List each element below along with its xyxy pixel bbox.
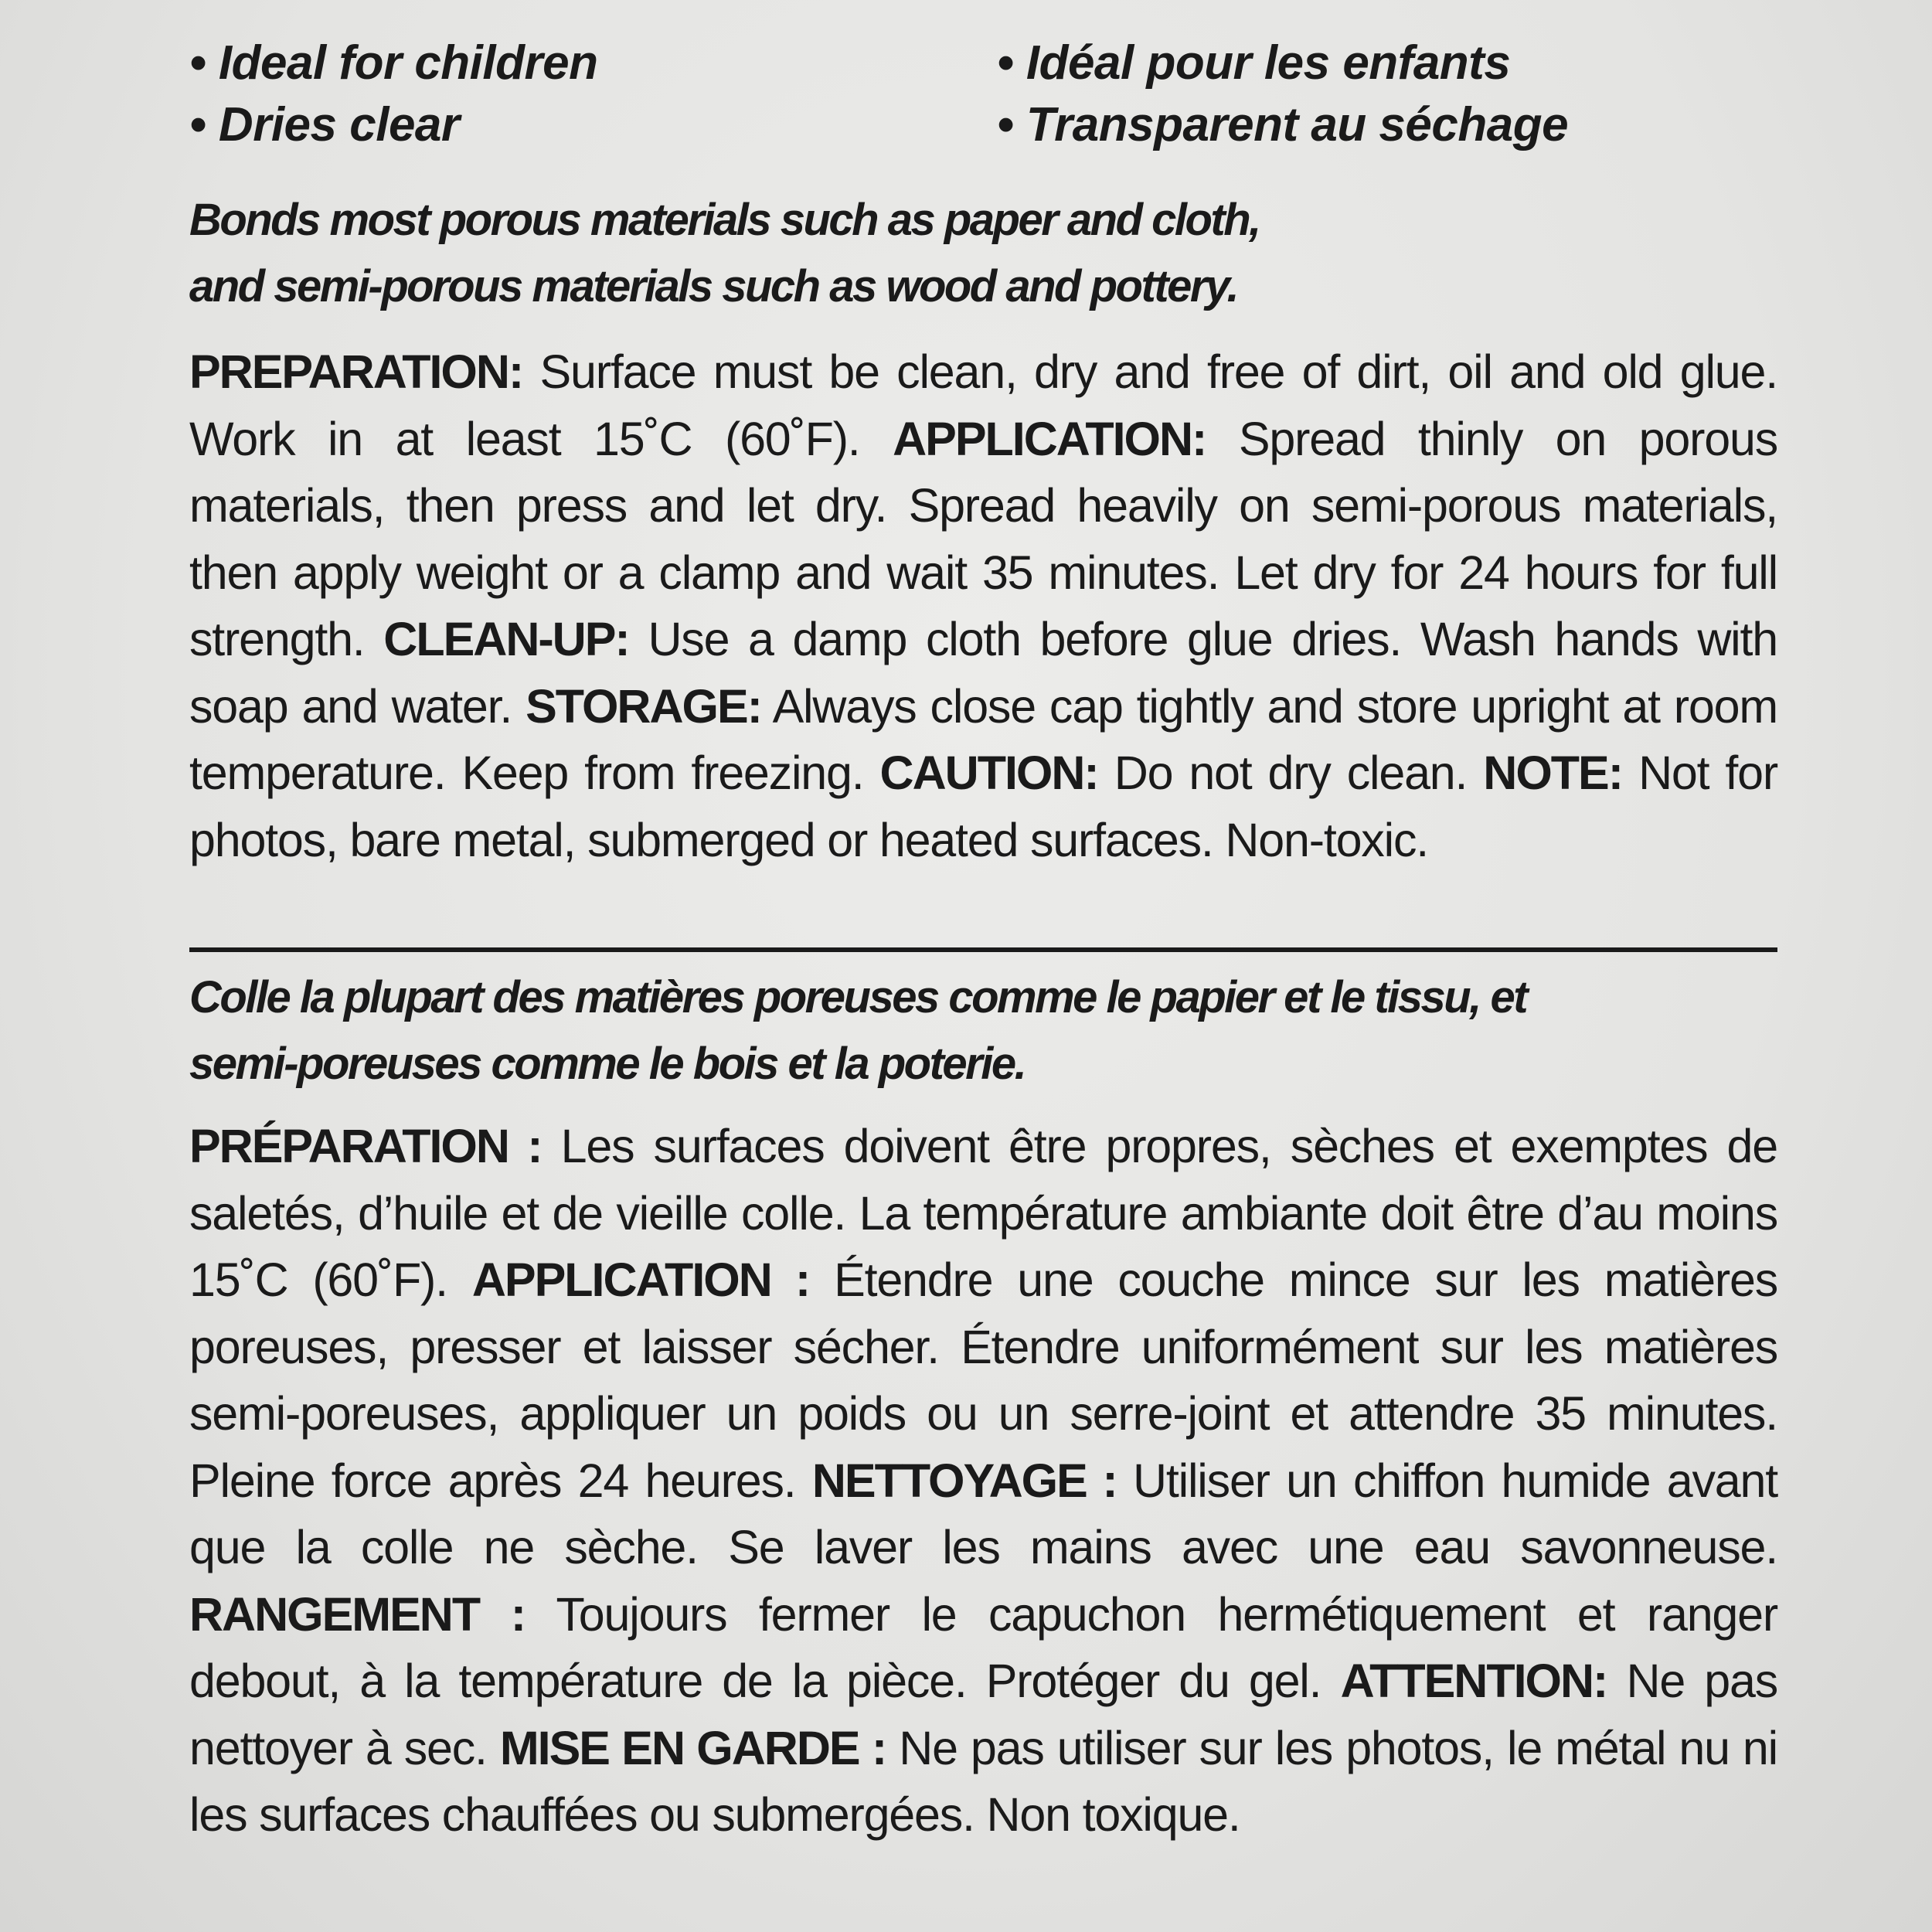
tagline-line: Bonds most porous materials such as paper and cloth, — [189, 195, 1260, 245]
note-label: NOTE: — [1483, 747, 1623, 799]
note-label: MISE EN GARDE : — [499, 1721, 886, 1774]
preparation-text: Les surfaces doivent être propres, sèches et exemptes de saletés, d’huile et de vieille colle. La température ambiante doit être d’au moins 15˚C (60˚F). — [189, 1120, 1777, 1306]
note-text: Ne pas utiliser sur les photos, le métal nu ni les surfaces chauffées ou submergées. Non toxique. — [189, 1721, 1777, 1841]
note-text: Not for photos, bare metal, submerged or heated surfaces. Non-toxic. — [189, 747, 1778, 866]
preparation-text: Surface must be clean, dry and free of dirt, oil and old glue. Work in at least 15˚C (60˚F). — [189, 345, 1777, 465]
application-label: APPLICATION : — [471, 1253, 810, 1306]
preparation-label: PRÉPARATION : — [189, 1120, 542, 1172]
instructions-english — [189, 338, 1777, 873]
preparation-label: PREPARATION: — [189, 345, 523, 398]
cleanup-label: NETTOYAGE : — [811, 1454, 1117, 1507]
bullet-list-french — [997, 32, 1847, 156]
storage-text: Toujours fermer le capuchon hermétiquement et ranger debout, à la température de la pièce. Protéger du gel. — [189, 1587, 1777, 1707]
caution-text: Do not dry clean. — [1097, 747, 1484, 799]
cleanup-label: CLEAN-UP: — [383, 613, 629, 665]
tagline-french — [189, 964, 1781, 1097]
application-label: APPLICATION: — [893, 412, 1206, 465]
tagline-line: Colle la plupart des matières poreuses comme le papier et le tissu, et — [189, 972, 1527, 1022]
cleanup-text: Use a damp cloth before glue dries. Wash hands with soap and water. — [189, 613, 1777, 733]
tagline-line: semi-poreuses comme le bois et la poterie. — [189, 1039, 1026, 1089]
application-text: Étendre une couche mince sur les matières poreuses, presser et laisser sécher. Étendre uniformément sur les matières semi-poreuses, appliquer un poids ou un serre-joint et attendre 35 minutes. Pleine force après 24 heures. — [189, 1253, 1777, 1507]
bullet-dries-clear: • Dries clear — [189, 98, 460, 151]
caution-label: ATTENTION: — [1340, 1655, 1607, 1707]
storage-text: Always close cap tightly and store upright at room temperature. Keep from freezing. — [189, 679, 1777, 799]
caution-label: CAUTION: — [879, 747, 1098, 799]
section-divider — [189, 947, 1777, 952]
tagline-line: and semi-porous materials such as wood and pottery. — [189, 261, 1238, 311]
storage-label: RANGEMENT : — [189, 1587, 526, 1641]
application-text: Spread thinly on porous materials, then press and let dry. Spread heavily on semi-porous materials, then apply weight or a clamp and wait 35 minutes. Let dry for 24 hours for full strength. — [189, 412, 1777, 665]
tagline-english — [189, 187, 1426, 320]
bullet-ideal-pour-les-enfants: • Idéal pour les enfants — [997, 36, 1511, 90]
bullet-transparent-au-sechage: • Transparent au séchage — [997, 98, 1569, 151]
bullet-list-english — [189, 32, 962, 156]
cleanup-text: Utiliser un chiffon humide avant que la colle ne sèche. Se laver les mains avec une eau savonneuse. — [189, 1454, 1777, 1573]
storage-label: STORAGE: — [526, 679, 761, 733]
caution-text: Ne pas nettoyer à sec. — [189, 1655, 1777, 1774]
bullet-ideal-for-children: • Ideal for children — [189, 36, 598, 90]
instructions-french — [189, 1113, 1777, 1849]
